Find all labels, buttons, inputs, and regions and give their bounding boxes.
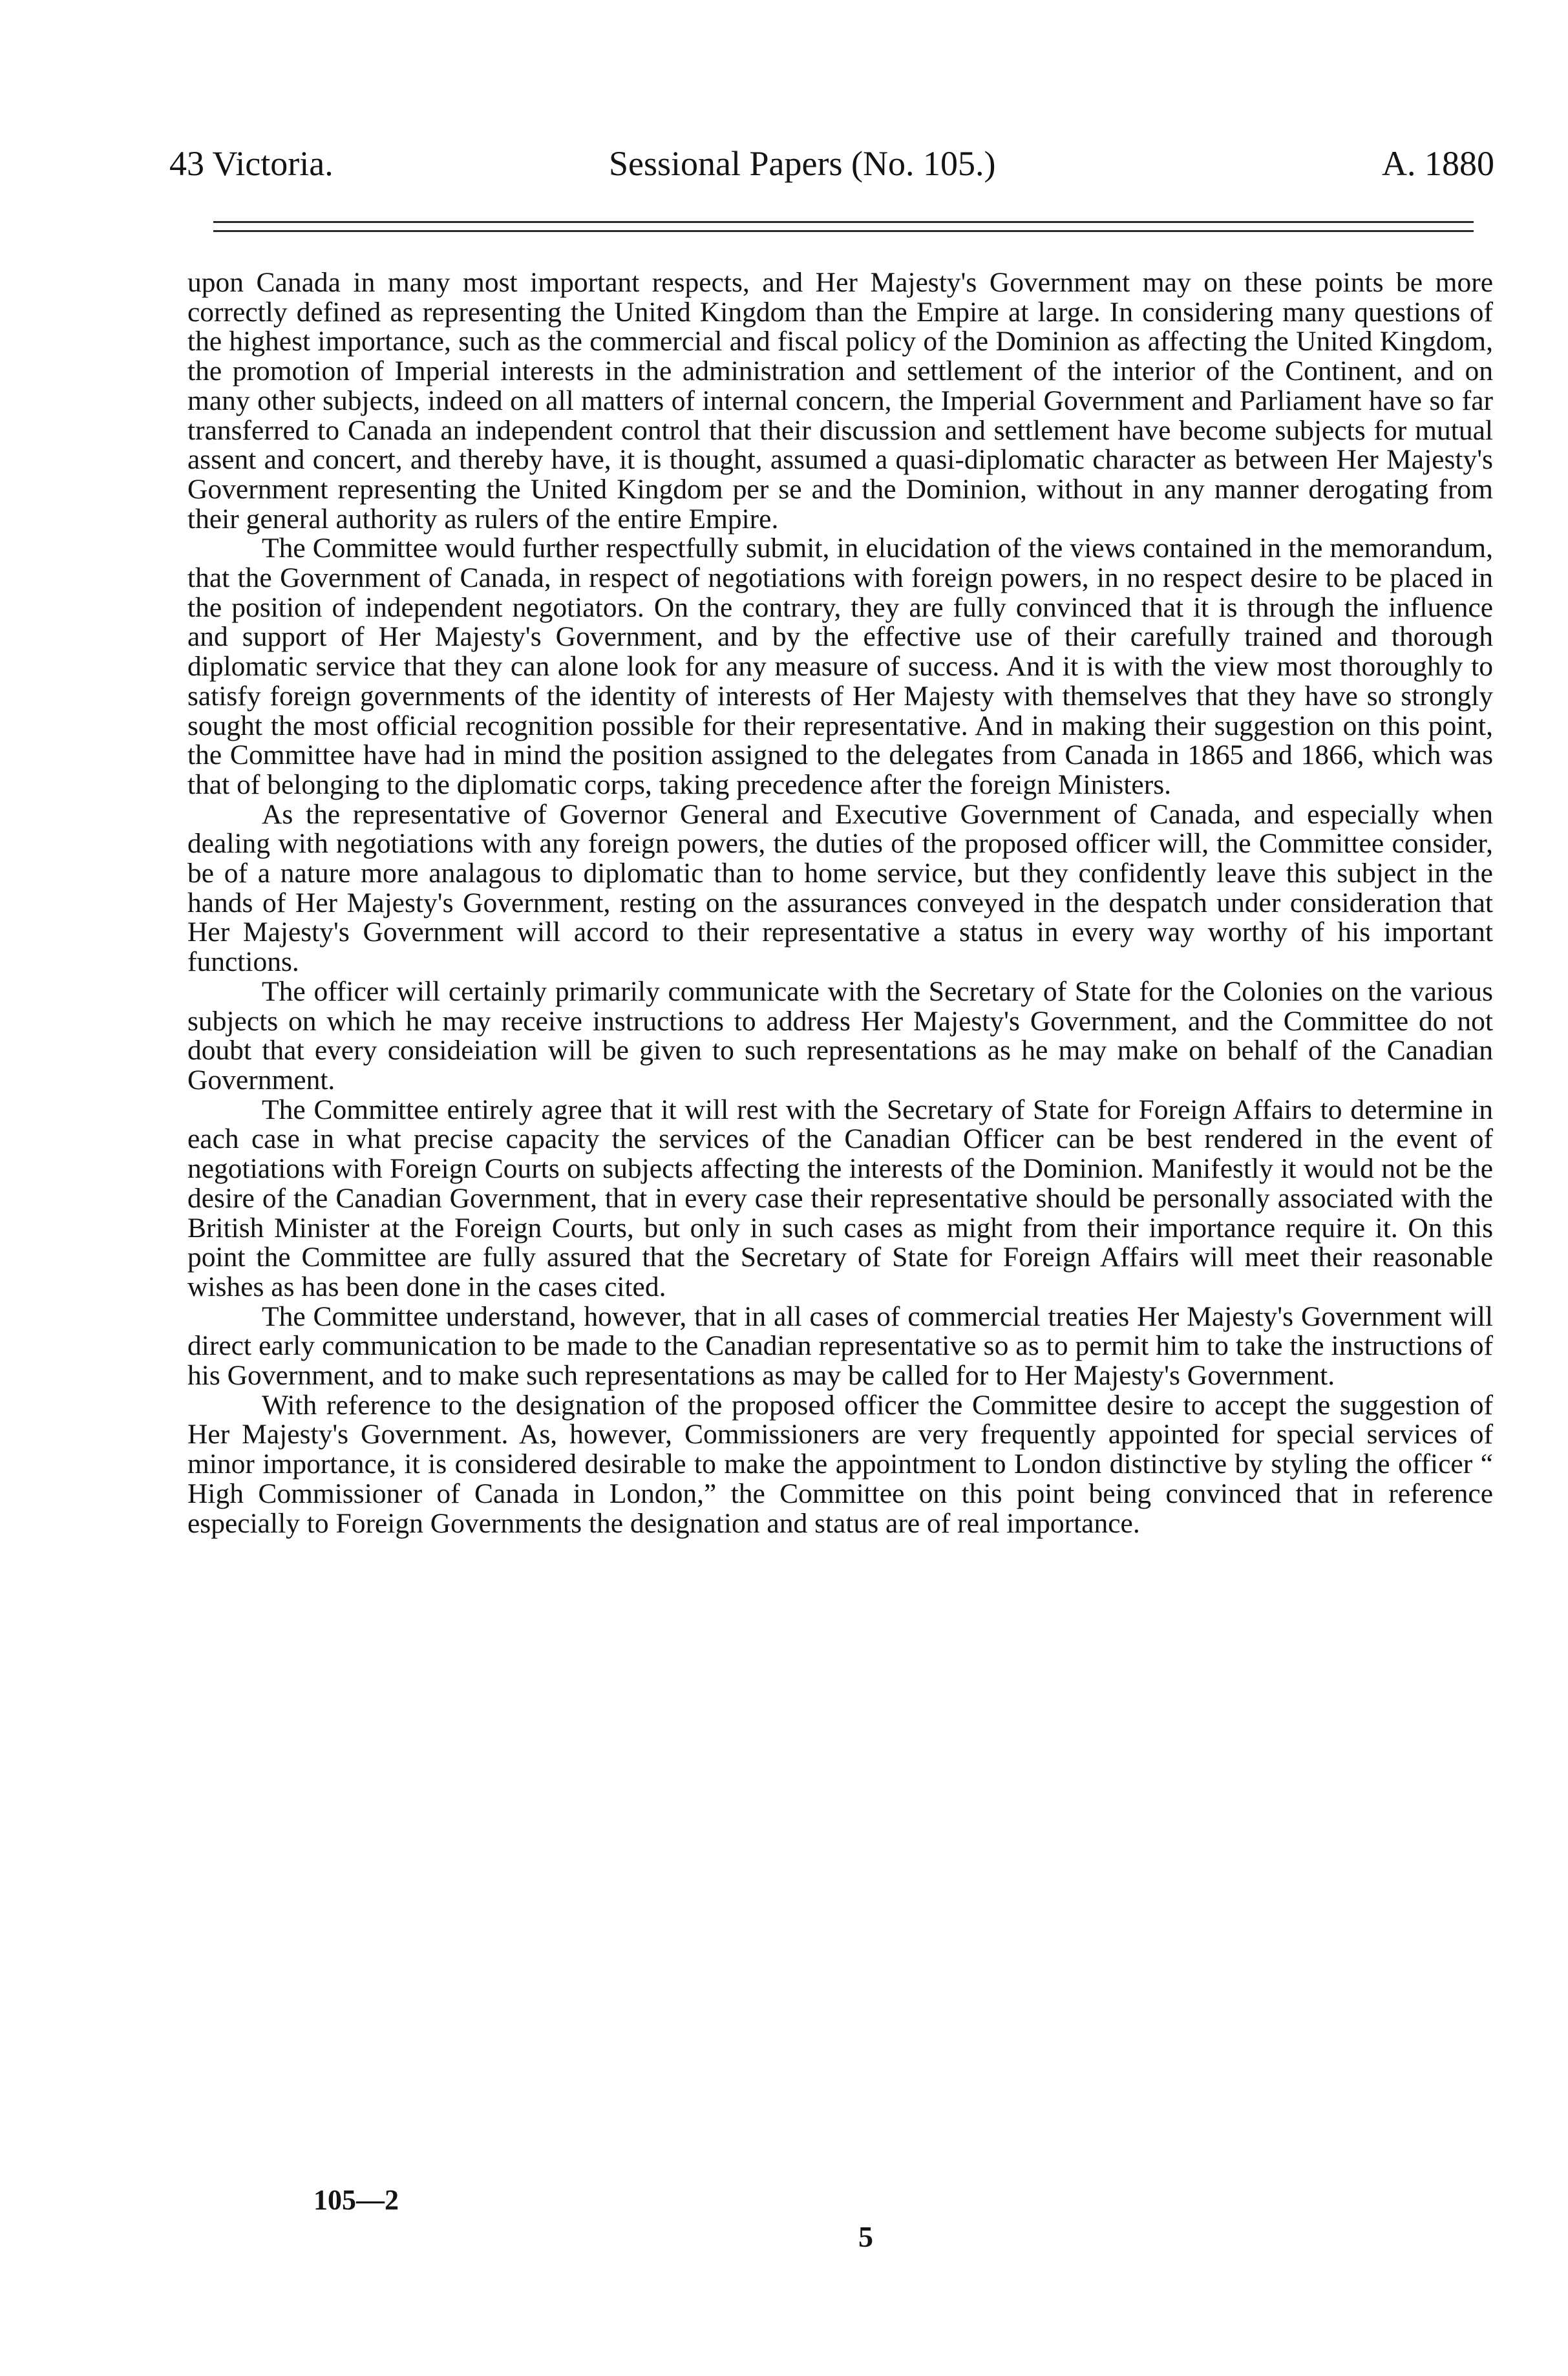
paragraph-1: upon Canada in many most important respects, and Her Majesty's Government may on these points be more correctly defined as representing the United Kingdom than the Empire at large. In considering many questions of the highest importance, such as the commercial and fiscal policy of the Dominion as affecting the United Kingdom, the promotion of Imperial interests in the administration and settlement of the interior of the Continent, and on many other subjects, indeed on all matters of internal concern, the Imperial Government and Parliament have so far transferred to Canada an independent control that their discussion and settlement have become subjects for mutual assent and concert, and thereby have, it is thought, assumed a quasi-diplomatic character as between Her Majesty's Government representing the United Kingdom per se and the Dominion, without in any manner derogating from their general authority as rulers of the entire Empire.: [187, 267, 1493, 535]
header-sessional-papers: Sessional Papers (No. 105.): [609, 144, 996, 183]
header-year: A. 1880: [1382, 144, 1494, 183]
running-header: [169, 143, 1494, 195]
page-number: 5: [858, 2220, 873, 2253]
header-session: 43 Victoria.: [169, 144, 334, 183]
paragraph-3: As the representative of Governor General and Executive Government of Canada, and especially when dealing with negotiations with any foreign powers, the duties of the proposed officer will, the Committee consider, be of a nature more analagous to diplomatic than to home service, but they confidently leave this subject in the hands of Her Majesty's Government, resting on the assurances conveyed in the despatch under consideration that Her Majesty's Government will accord to their representative a status in every way worthy of his important functions.: [187, 798, 1493, 978]
paragraph-4: The officer will certainly primarily communicate with the Secretary of State for the Colonies on the various subjects on which he may receive instructions to address Her Majesty's Government, and the Committee do not doubt that every consideiation will be given to such representations as he may make on behalf of the Canadian Government.: [187, 975, 1493, 1096]
paragraph-5: The Committee entirely agree that it will rest with the Secretary of State for Foreign Affairs to determine in each case in what precise capacity the services of the Canadian Officer can be best rendered in the event of negotiations with Foreign Courts on subjects affecting the interests of the Dominion. Manifestly it would not be the desire of the Canadian Government, that in every case their representative should be personally associated with the British Minister at the Foreign Courts, but only in such cases as might from their importance require it. On this point the Committee are fully assured that the Secretary of State for Foreign Affairs will meet their reasonable wishes as has been done in the cases cited.: [187, 1094, 1493, 1302]
paragraph-7: With reference to the designation of the proposed officer the Committee desire to accept the suggestion of Her Majesty's Government. As, however, Commissioners are very frequently appointed for special services of minor importance, it is considered desirable to make the appointment to London distinctive by styling the officer “ High Commissioner of Canada in London,” the Committee on this point being convinced that in reference especially to Foreign Governments the designation and status are of real importance.: [187, 1389, 1493, 1539]
paragraph-6: The Committee understand, however, that in all cases of commercial treaties Her Majesty's Government will direct early communication to be made to the Canadian representative so as to permit him to take the instructions of his Government, and to make such representations as may be called for to Her Majesty's Government.: [187, 1300, 1493, 1392]
paragraph-2: The Committee would further respectfully submit, in elucidation of the views contained in the memorandum, that the Government of Canada, in respect of negotiations with foreign powers, in no respect desire to be placed in the position of independent negotiators. On the contrary, they are fully convinced that it is through the influence and support of Her Majesty's Government, and by the effective use of their carefully trained and thorough diplomatic service that they can alone look for any measure of success. And it is with the view most thoroughly to satisfy foreign governments of the identity of interests of Her Majesty with themselves that they have so strongly sought the most official recognition possible for their representative. And in making their suggestion on this point, the Committee have had in mind the position assigned to the delegates from Canada in 1865 and 1866, which was that of belonging to the diplomatic corps, taking precedence after the foreign Ministers.: [187, 533, 1493, 800]
header-rule-bottom: [213, 230, 1474, 232]
document-code: 105—2: [313, 2184, 399, 2216]
header-rule-top: [213, 221, 1474, 223]
body-text: [187, 268, 1493, 1538]
